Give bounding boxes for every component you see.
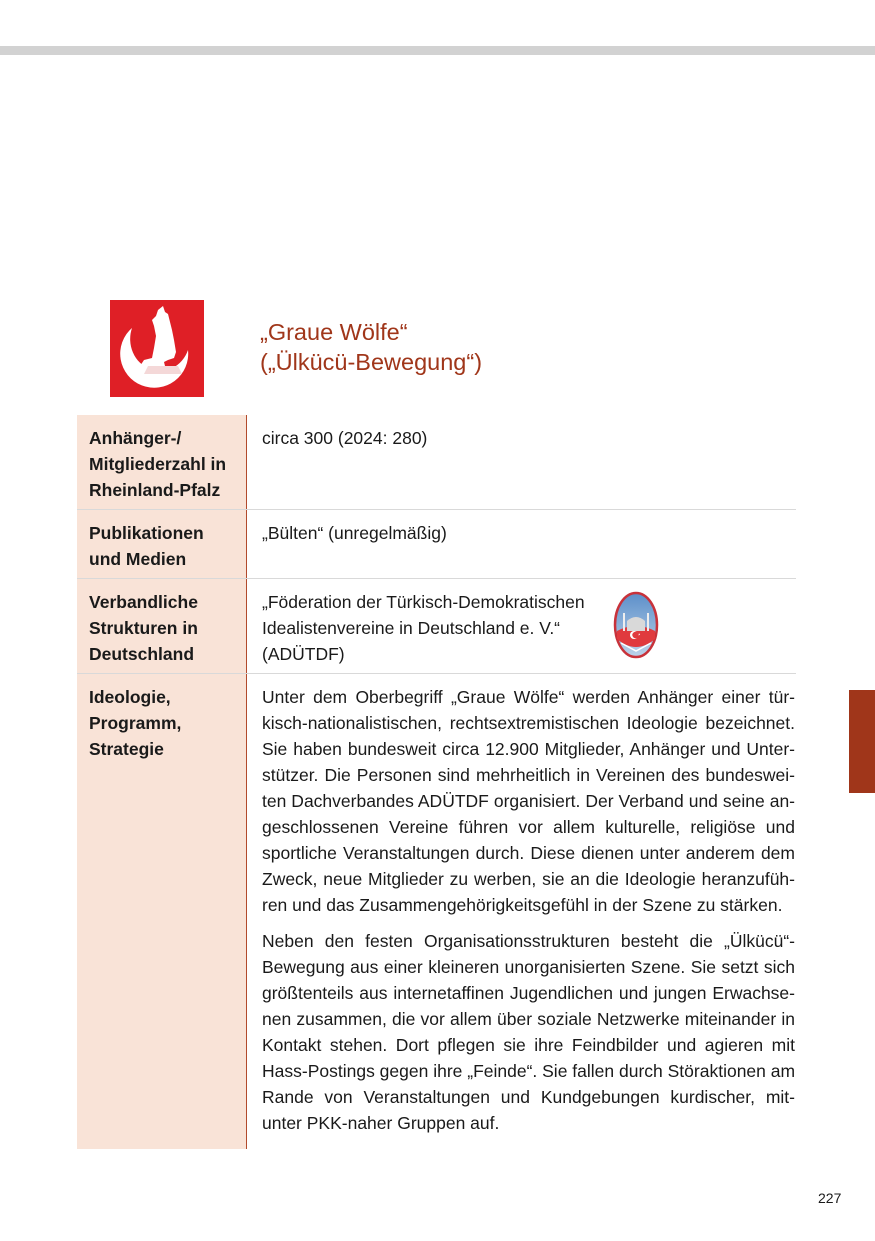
title-line: („Ülkücü-Bewegung“) — [260, 349, 483, 375]
value-line: (ADÜTDF) — [262, 644, 345, 664]
chapter-tab — [849, 690, 875, 793]
body-line: Kontakt stehen. Dort pflegen sie ihre Feindbilder und agieren mit — [262, 1035, 795, 1055]
body-line: ten Dachverbandes ADÜTDF organisiert. Der Verband und seine an- — [262, 791, 795, 811]
label-line: Strukturen in — [89, 618, 198, 638]
grey-wolf-logo-icon — [110, 300, 204, 397]
label-line: Strategie — [89, 739, 164, 759]
label-line: und Medien — [89, 549, 187, 569]
label-line: Verbandliche — [89, 592, 198, 612]
page-title — [260, 317, 482, 377]
row-value — [247, 510, 796, 578]
body-paragraph — [262, 684, 796, 918]
label-line: Programm, — [89, 713, 182, 733]
value-line: „Föderation der Türkisch-Demokratischen — [262, 592, 585, 612]
row-label — [77, 415, 247, 509]
label-line: Ideologie, — [89, 687, 171, 707]
label-line: Publikationen — [89, 523, 204, 543]
profile-table — [77, 415, 796, 1149]
body-line: größtenteils aus internetaffinen Jugendlichen und jungen Erwachse- — [262, 983, 795, 1003]
body-line: ren und das Zusammengehörigkeitsgefühl in der Szene zu stärken. — [262, 895, 783, 915]
label-line: Deutschland — [89, 644, 195, 664]
body-line: nen zusammen, die vor allem über soziale Netzwerke miteinander in — [262, 1009, 795, 1029]
body-line: Hass-Postings gegen ihre „Feinde“. Sie fallen durch Störaktionen am — [262, 1061, 796, 1081]
label-line: Rheinland-Pfalz — [89, 480, 221, 500]
value-line: „Bülten“ (unregelmäßig) — [262, 523, 447, 543]
label-line: Mitgliederzahl in — [89, 454, 227, 474]
body-line: unter PKK-naher Gruppen auf. — [262, 1113, 500, 1133]
label-line: Anhänger-/ — [89, 428, 182, 448]
body-line: Rande von Veranstaltungen und Kundgebungen kurdischer, mit- — [262, 1087, 795, 1107]
value-line: Idealistenvereine in Deutschland e. V.“ — [262, 618, 561, 638]
body-line: Sie haben bundesweit circa 12.900 Mitglieder, Anhänger und Unter- — [262, 739, 795, 759]
row-label — [77, 510, 247, 578]
body-line: geschlossenen Vereine führen vor allem kulturelle, religiöse und — [262, 817, 795, 837]
top-rule — [0, 46, 875, 55]
title-line: „Graue Wölfe“ — [260, 319, 408, 345]
adutdf-emblem-icon — [613, 591, 659, 659]
row-value — [247, 579, 796, 673]
table-row — [77, 673, 796, 1149]
table-row — [77, 578, 796, 673]
row-label — [77, 579, 247, 673]
body-line: sportliche Veranstaltungen durch. Diese dienen unter anderem dem — [262, 843, 795, 863]
value-line: circa 300 (2024: 280) — [262, 428, 428, 448]
body-line: stützer. Die Personen sind mehrheitlich in Vereinen des bundeswei- — [262, 765, 795, 785]
row-value — [247, 674, 796, 1149]
body-line: kisch-nationalistischen, rechtsextremistischen Ideologie bezeichnet. — [262, 713, 795, 733]
row-label — [77, 674, 247, 1149]
page-number: 227 — [818, 1190, 842, 1206]
body-line: Zweck, neue Mitglieder zu werben, sie an die Ideologie heranzufüh- — [262, 869, 795, 889]
body-line: Bewegung aus einer kleineren unorganisierten Szene. Sie setzt sich — [262, 957, 795, 977]
body-line: Neben den festen Organisationsstrukturen besteht die „Ülkücü“- — [262, 931, 795, 951]
body-paragraph — [262, 928, 796, 1136]
table-row — [77, 415, 796, 509]
table-row — [77, 509, 796, 578]
row-value — [247, 415, 796, 509]
body-line: Unter dem Oberbegriff „Graue Wölfe“ werden Anhänger einer tür- — [262, 687, 795, 707]
